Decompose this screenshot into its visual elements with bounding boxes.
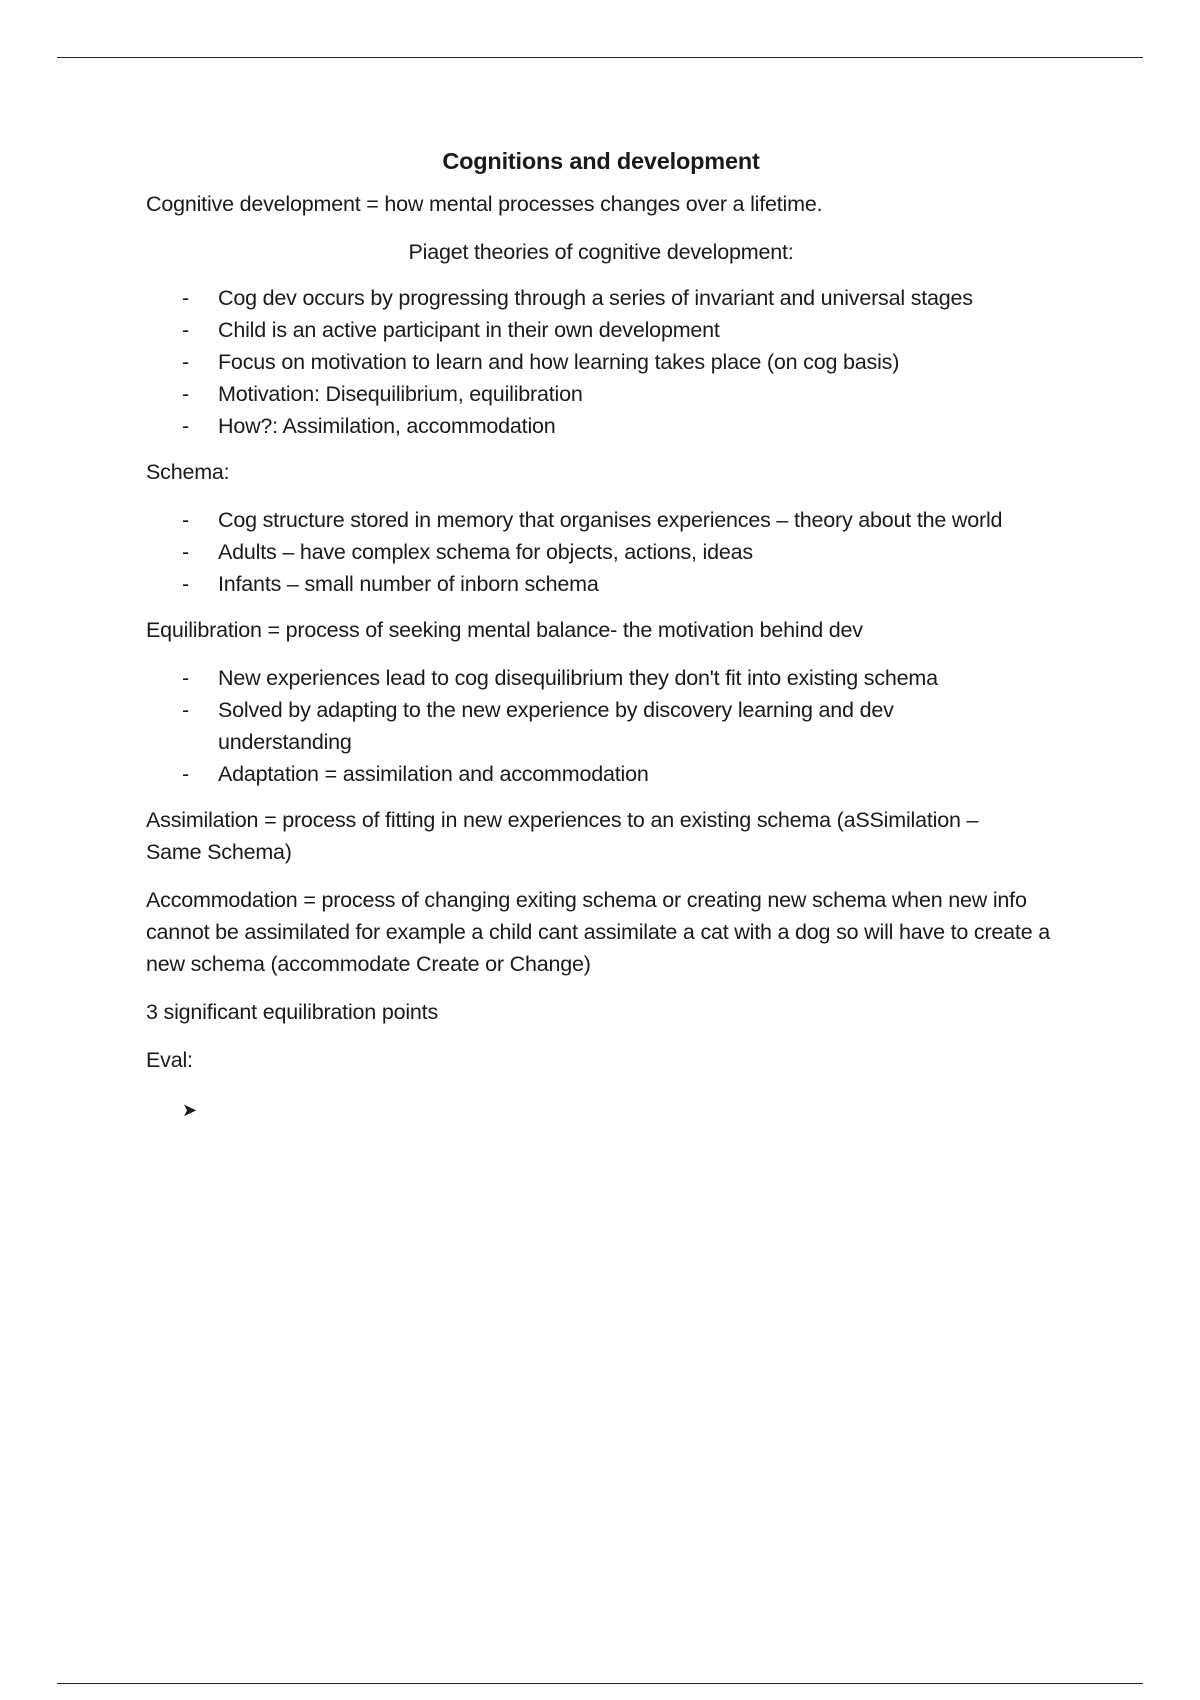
list-item [146,694,1056,758]
eval-list [146,1092,1056,1126]
dash-bullet: - [182,414,189,438]
equilibration-list [146,662,1056,790]
list-item [146,568,1056,600]
list-item-text: Infants – small number of inborn schema [218,572,599,596]
arrow-bullet-icon: ➤ [182,1100,197,1120]
accommodation-definition: Accommodation = process of changing exiting schema or creating new schema when new info cannot be assimilated for example a child cant assimilate a cat with a dog so will have to create a new schema (accommodate Create or Change) [146,888,1050,976]
dash-bullet: - [182,762,189,786]
schema-heading: Schema: [146,460,230,484]
list-item-text: Cog structure stored in memory that organises experiences – theory about the world [218,508,1003,532]
list-item [146,378,1056,410]
footer-rule [57,1683,1143,1684]
dash-bullet: - [182,572,189,596]
list-item-text: Focus on motivation to learn and how learning takes place (on cog basis) [218,350,900,374]
list-item-text: Solved by adapting to the new experience by discovery learning and dev understanding [218,698,894,754]
list-item-text: Cog dev occurs by progressing through a series of invariant and universal stages [218,286,973,310]
list-item-text: Child is an active participant in their own development [218,318,720,342]
list-item [146,504,1056,536]
list-item-text: How?: Assimilation, accommodation [218,414,556,438]
dash-bullet: - [182,382,189,406]
list-item-text: Motivation: Disequilibrium, equilibration [218,382,583,406]
dash-bullet: - [182,666,189,690]
schema-list [146,504,1056,600]
dash-bullet: - [182,350,189,374]
equilibration-definition: Equilibration = process of seeking mental balance- the motivation behind dev [146,618,863,642]
list-item [146,662,1056,694]
list-item [146,314,1056,346]
dash-bullet: - [182,508,189,532]
list-item [146,758,1056,790]
assimilation-definition: Assimilation = process of fitting in new experiences to an existing schema (aSSimilation – Same Schema) [146,808,979,864]
list-item-text: New experiences lead to cog disequilibrium they don't fit into existing schema [218,666,938,690]
list-item-text: Adults – have complex schema for objects, actions, ideas [218,540,753,564]
eval-heading: Eval: [146,1048,193,1072]
list-item [146,410,1056,442]
intro-paragraph: Cognitive development = how mental processes changes over a lifetime. [146,192,823,216]
header-rule [57,57,1143,58]
dash-bullet: - [182,540,189,564]
list-item [146,346,1056,378]
dash-bullet: - [182,286,189,310]
piaget-heading: Piaget theories of cognitive development: [408,240,794,264]
list-item-text: Adaptation = assimilation and accommodation [218,762,649,786]
dash-bullet: - [182,318,189,342]
dash-bullet: - [182,698,189,722]
significant-points: 3 significant equilibration points [146,1000,438,1024]
document-title: Cognitions and development [442,148,760,174]
list-item [146,282,1056,314]
document-body [146,144,1056,1126]
piaget-list [146,282,1056,442]
list-item [146,536,1056,568]
